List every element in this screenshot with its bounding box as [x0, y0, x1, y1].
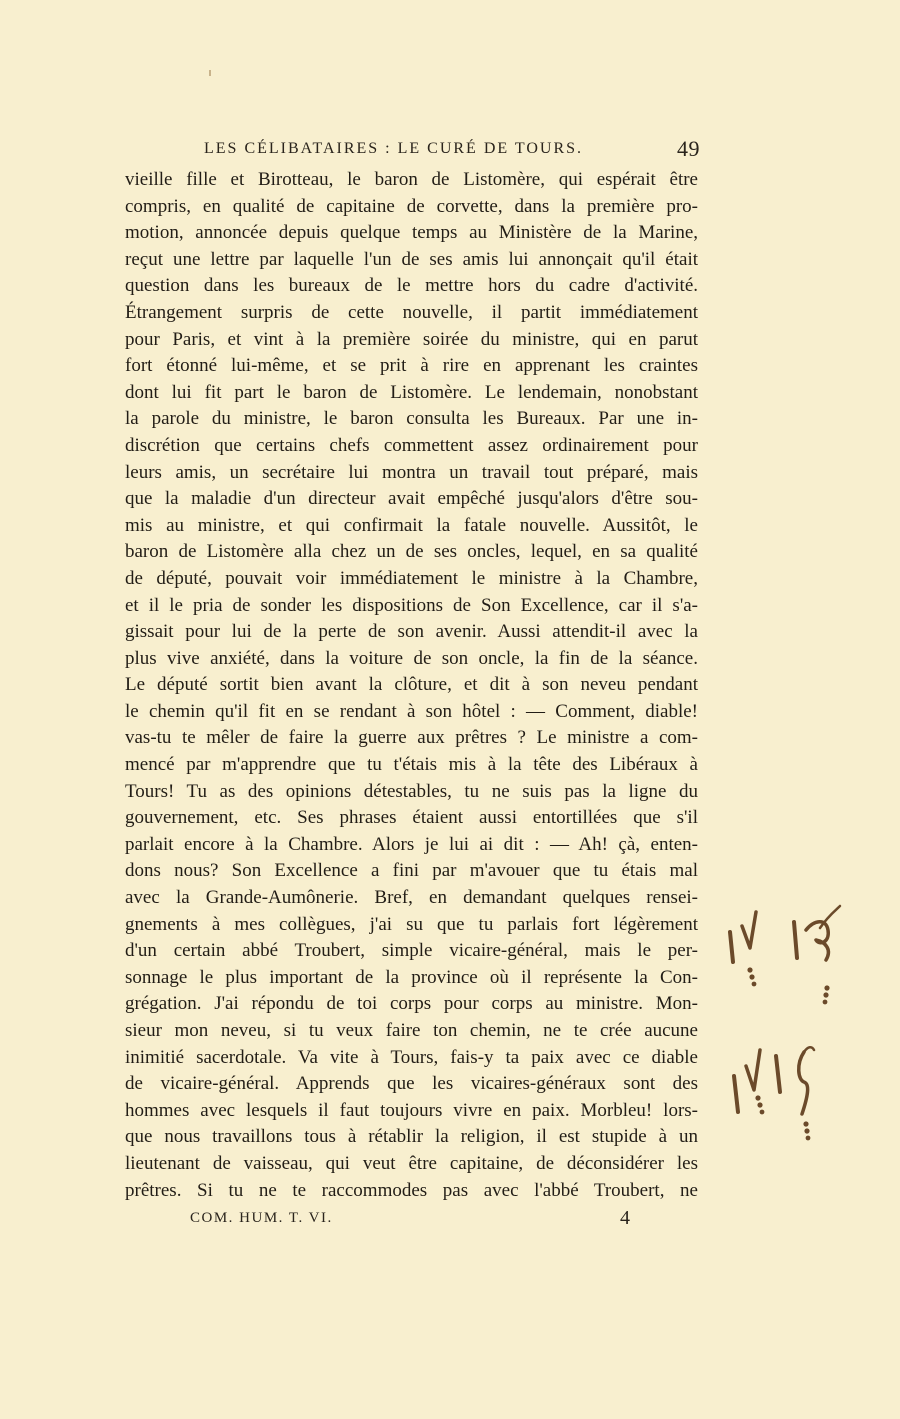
page-number: 49	[677, 136, 700, 161]
signature-mark: COM. HUM. T. VI.	[190, 1210, 333, 1226]
paper-speck	[209, 70, 211, 76]
running-title: LES CÉLIBATAIRES : LE CURÉ DE TOURS.	[204, 140, 584, 157]
annotation-dot	[806, 1136, 811, 1141]
text-line: et il le pria de sonder les dispositions de Son Excellence, car il s'a-	[125, 594, 698, 616]
annotation-stroke	[794, 922, 797, 958]
text-line: mis au ministre, et qui confirmait la fatale nouvelle. Aussitôt, le	[125, 514, 698, 536]
text-line: Le député sortit bien avant la clôture, et dit à son neveu pendant	[125, 674, 698, 696]
text-line: dont lui fit part le baron de Listomère. Le lendemain, nonobstant	[125, 381, 698, 403]
annotation-dot	[749, 974, 754, 979]
annotation-dot	[803, 1121, 808, 1126]
text-line: sonnage le plus important de la province où il représente la Con-	[125, 966, 698, 988]
annotation-stroke	[746, 1050, 760, 1090]
annotation-stroke	[776, 1056, 780, 1092]
body-text	[125, 167, 698, 1204]
text-line: que la maladie d'un directeur avait empêché jusqu'alors d'être sou-	[125, 488, 698, 510]
annotation-dot	[752, 982, 757, 987]
annotation-stroke	[742, 912, 756, 948]
text-line: compris, en qualité de capitaine de corvette, dans la première pro-	[125, 195, 698, 217]
text-line: vas-tu te mêler de faire la guerre aux prêtres ? Le ministre a com-	[125, 727, 698, 749]
text-line: d'un certain abbé Troubert, simple vicaire-général, mais le per-	[125, 940, 698, 962]
text-line: de député, pouvait voir immédiatement le ministre à la Chambre,	[125, 567, 698, 589]
annotation-dot	[823, 1000, 828, 1005]
annotation-stroke	[734, 1076, 738, 1112]
annotation-dot	[757, 1102, 762, 1107]
annotation-dot	[755, 1095, 760, 1100]
text-line: gissait pour lui de la perte de son avenir. Aussi attendit-il avec la	[125, 621, 698, 643]
text-line: Tours! Tu as des opinions détestables, tu ne suis pas la ligne du	[125, 780, 698, 802]
text-line: plus vive anxiété, dans la voiture de son oncle, la fin de la séance.	[125, 647, 698, 669]
text-line: la parole du ministre, le baron consulta les Bureaux. Par une in-	[125, 408, 698, 430]
annotation-stroke	[820, 906, 840, 928]
annotation-stroke	[806, 922, 828, 960]
page-footer	[186, 1207, 646, 1231]
annotation-dot	[804, 1128, 809, 1133]
annotation-dot	[760, 1110, 765, 1115]
text-line: gnements à mes collègues, j'ai su que tu parlais fort légèrement	[125, 913, 698, 935]
text-line: reçut une lettre par laquelle l'un de ses amis lui annonçait qu'il était	[125, 248, 698, 270]
text-line: motion, annoncée depuis quelque temps au Ministère de la Marine,	[125, 222, 698, 244]
text-line: sieur mon neveu, si tu veux faire ton chemin, ne te crée aucune	[125, 1020, 698, 1041]
text-line: de vicaire-général. Apprends que les vicaires-généraux sont des	[125, 1073, 698, 1095]
text-line: question dans les bureaux de le mettre hors du cadre d'activité.	[125, 275, 698, 297]
text-line: gouvernement, etc. Ses phrases étaient aussi entortillées que s'il	[125, 807, 698, 829]
text-line: baron de Listomère alla chez un de ses oncles, lequel, en sa qualité	[125, 541, 698, 563]
text-line: Étrangement surpris de cette nouvelle, il partit immédiatement	[125, 301, 698, 323]
text-line: pour Paris, et vint à la première soirée du ministre, qui en parut	[125, 328, 698, 350]
running-header	[196, 136, 700, 160]
annotation-dot	[747, 967, 752, 972]
text-line: discrétion que certains chefs commettent assez ordinairement pour	[125, 434, 698, 456]
text-line: avec la Grande-Aumônerie. Bref, en demandant quelques rensei-	[125, 887, 698, 909]
text-line: le chemin qu'il fit en se rendant à son hôtel : — Comment, diable!	[125, 700, 698, 722]
text-line: dons nous? Son Excellence a fini par m'avouer que tu étais mal	[125, 860, 698, 882]
text-line: parlait encore à la Chambre. Alors je lui ai dit : — Ah! çà, enten-	[125, 833, 698, 855]
text-line: que nous travaillons tous à rétablir la religion, il est stupide à un	[125, 1126, 698, 1148]
text-line: vieille fille et Birotteau, le baron de Listomère, qui espérait être	[125, 169, 698, 190]
text-line: prêtres. Si tu ne te raccommodes pas avec l'abbé Troubert, ne	[125, 1179, 698, 1201]
text-line: mencé par m'apprendre que tu t'étais mis à la tête des Libéraux à	[125, 754, 698, 776]
text-line: inimitié sacerdotale. Va vite à Tours, fais-y ta paix avec ce diable	[125, 1046, 698, 1068]
text-line: grégation. J'ai répondu de toi corps pour corps au ministre. Mon-	[125, 993, 698, 1015]
annotation-stroke	[730, 932, 733, 962]
handwritten-annotations	[710, 890, 860, 1170]
text-line: hommes avec lesquels il faut toujours vivre en paix. Morbleu! lors-	[125, 1099, 698, 1121]
annotation-dot	[824, 985, 829, 990]
annotation-dot	[823, 992, 828, 997]
annotation-stroke	[804, 1047, 814, 1052]
annotation-stroke	[799, 1052, 808, 1114]
sheet-number: 4	[620, 1207, 630, 1229]
text-line: leurs amis, un secrétaire lui montra un travail tout préparé, mais	[125, 461, 698, 483]
text-line: fort étonné lui-même, et se prit à rire en apprenant les craintes	[125, 355, 698, 377]
text-line: lieutenant de vaisseau, qui veut être capitaine, de déconsidérer les	[125, 1152, 698, 1174]
